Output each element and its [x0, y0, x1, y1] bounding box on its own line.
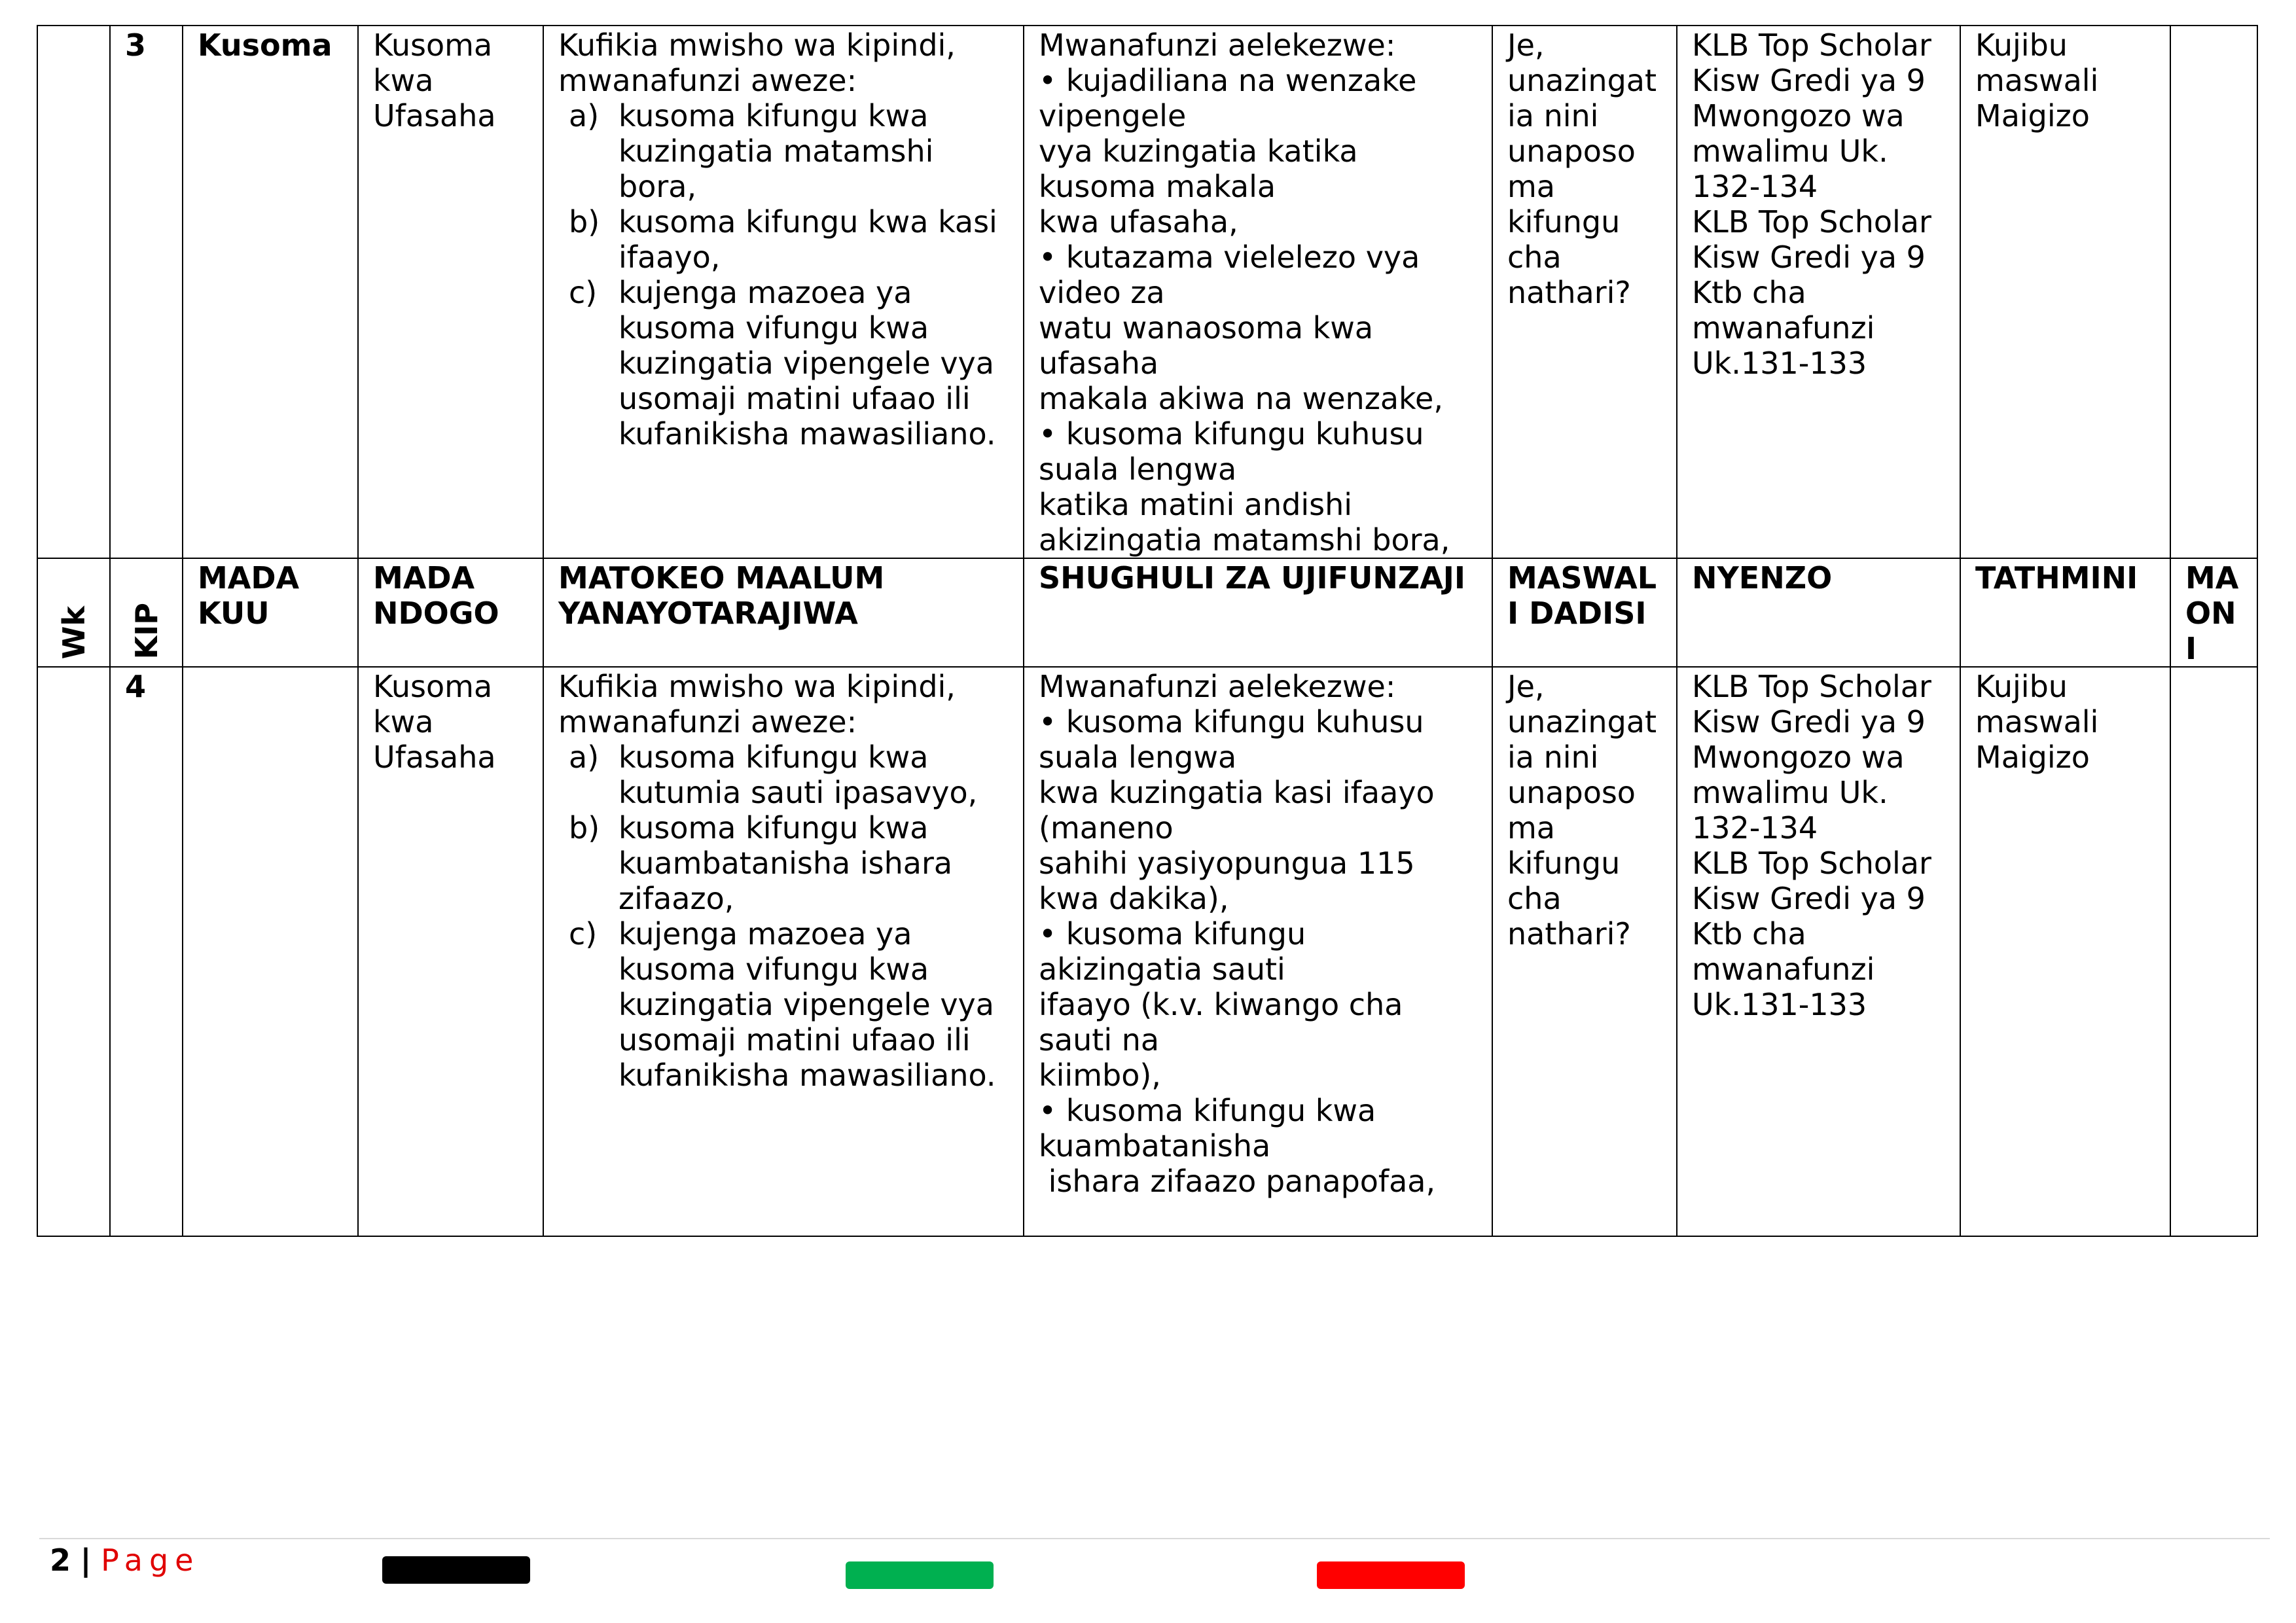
list-item: b) kusoma kifungu kwa kasi ifaayo, [569, 204, 997, 275]
list-item: b) kusoma kifungu kwa kuambatanisha ishara zifaazo, [569, 810, 953, 916]
inquiry-questions: Je, unazingatia nini unaposoma kifungu cha nathari? [1492, 667, 1677, 1236]
learning-outcomes [543, 26, 1024, 558]
page-footer [50, 1542, 200, 1578]
header-mada-kuu: MADA KUU [183, 558, 358, 667]
remarks [2170, 667, 2257, 1236]
sub-topic: Kusoma kwa Ufasaha [358, 667, 543, 1236]
learning-activities: Mwanafunzi aelekezwe: • kusoma kifungu kuhusu suala lengwa kwa kuzingatia kasi ifaayo (maneno sahihi yasiyopungua 115 kwa dakika), • kusoma kifungu akizingatia sauti ifaayo (k.v. kiwango cha sauti na kiimbo), • kusoma kifungu kwa kuambatanisha ishara zifaazo panapofaa, [1024, 667, 1492, 1236]
resources: KLB Top Scholar Kisw Gredi ya 9 Mwongozo wa mwalimu Uk. 132-134 KLB Top Scholar Kisw Gredi ya 9 Ktb cha mwanafunzi Uk.131-133 [1677, 26, 1960, 558]
sub-topic: Kusoma kwa Ufasaha [358, 26, 543, 558]
list-item: c) kujenga mazoea ya kusoma vifungu kwa kuzingatia vipengele vya usomaji matini ufaao ili kufanikisha mawasiliano. [569, 275, 996, 452]
table-header-row [37, 558, 2257, 667]
header-mada-ndogo: MADA NDOGO [358, 558, 543, 667]
header-matokeo: MATOKEO MAALUM YANAYOTARAJIWA [543, 558, 1024, 667]
remarks [2170, 26, 2257, 558]
page-separator: | [80, 1543, 92, 1578]
header-nyenzo: NYENZO [1677, 558, 1960, 667]
header-maoni: MAONI [2170, 558, 2257, 667]
outcomes-intro: Kufikia mwisho wa kipindi, mwanafunzi aweze: [558, 669, 956, 740]
main-topic [183, 667, 358, 1236]
header-tathmini: TATHMINI [1960, 558, 2170, 667]
header-shughuli: SHUGHULI ZA UJIFUNZAJI [1024, 558, 1492, 667]
outcomes-intro: Kufikia mwisho wa kipindi, mwanafunzi aweze: [558, 27, 956, 98]
outcomes-list [558, 740, 1009, 1093]
list-item: c) kujenga mazoea ya kusoma vifungu kwa kuzingatia vipengele vya usomaji matini ufaao ili kufanikisha mawasiliano. [569, 916, 996, 1093]
footer-green-bar [846, 1561, 994, 1589]
page-number: 2 [50, 1543, 71, 1578]
main-topic: Kusoma [183, 26, 358, 558]
page-label: Page [101, 1543, 200, 1578]
assessment: Kujibu maswali Maigizo [1960, 26, 2170, 558]
table-row [37, 667, 2257, 1236]
week-cell [37, 26, 110, 558]
learning-outcomes [543, 667, 1024, 1236]
scheme-of-work-table [37, 25, 2258, 1237]
lesson-number: 3 [110, 26, 183, 558]
week-cell [37, 667, 110, 1236]
assessment: Kujibu maswali Maigizo [1960, 667, 2170, 1236]
list-item: a) kusoma kifungu kwa kuzingatia matamshi bora, [569, 98, 934, 204]
header-wk: Wk [37, 558, 110, 667]
footer-black-bar [382, 1556, 530, 1584]
footer-divider [39, 1538, 2270, 1539]
header-maswali: MASWALI DADISI [1492, 558, 1677, 667]
resources: KLB Top Scholar Kisw Gredi ya 9 Mwongozo wa mwalimu Uk. 132-134 KLB Top Scholar Kisw Gredi ya 9 Ktb cha mwanafunzi Uk.131-133 [1677, 667, 1960, 1236]
list-item: a) kusoma kifungu kwa kutumia sauti ipasavyo, [569, 740, 978, 810]
header-kip: KIP [110, 558, 183, 667]
lesson-number: 4 [110, 667, 183, 1236]
learning-activities: Mwanafunzi aelekezwe: • kujadiliana na wenzake vipengele vya kuzingatia katika kusoma makala kwa ufasaha, • kutazama vielelezo vya video za watu wanaosoma kwa ufasaha makala akiwa na wenzake, • kusoma kifungu kuhusu suala lengwa katika matini andishi akizingatia matamshi bora, [1024, 26, 1492, 558]
outcomes-list [558, 98, 1009, 452]
footer-red-bar [1317, 1561, 1465, 1589]
table-row [37, 26, 2257, 558]
inquiry-questions: Je, unazingatia nini unaposoma kifungu cha nathari? [1492, 26, 1677, 558]
